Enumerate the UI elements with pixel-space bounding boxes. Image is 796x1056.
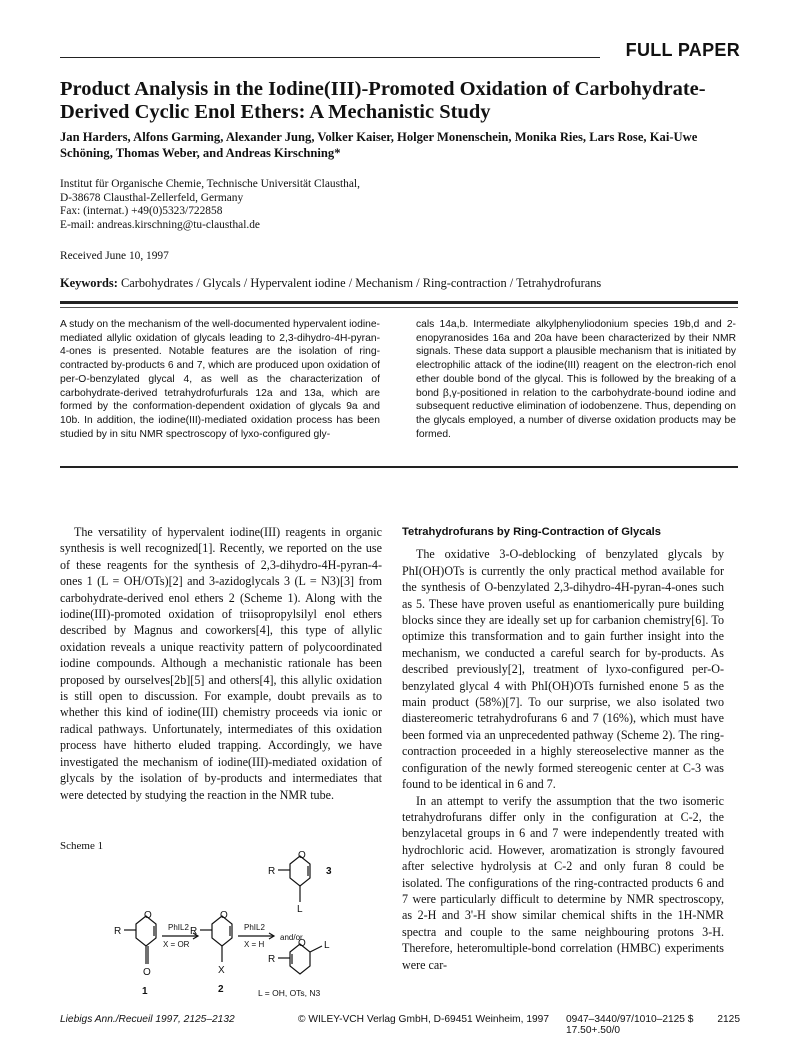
compound-2: 2	[218, 984, 224, 995]
body-paragraph: In an attempt to verify the assumption that the two isomeric tetrahydrofurans differ only in the configuration at C-2, the benzylacetal groups in 6 and 7 were independently treated with hydrochloric acid. However, aromatization is strongly favoured after selective hydrolysis at C-2 and only furan 8 could be isolated. The configurations of the ring-contracted products 6 and 7 were particularly difficult to determine by NMR spectroscopy, as 2-H and 3'-H show similar chemical shifts in the 1H-NMR spectra and couple to the same neighbouring protons 3-H. Therefore, heteromultiple-bond correlation (HMBC) experiments were car-	[402, 793, 724, 972]
compound-3: 3	[326, 866, 332, 877]
affiliation-line: Institut für Organische Chemie, Technische Universität Clausthal,	[60, 178, 360, 190]
and-or-label: and/or	[280, 933, 303, 942]
keywords	[60, 276, 760, 291]
page-number: 2125	[717, 1014, 740, 1025]
reagent-1-bottom: X = OR	[163, 940, 190, 949]
atom-l: L	[324, 940, 330, 951]
scheme-label: Scheme 1	[60, 840, 104, 852]
atom-o: O	[144, 910, 152, 921]
keywords-label: Keywords:	[60, 276, 118, 290]
body-right-column	[402, 524, 724, 973]
body-left-column	[60, 524, 382, 803]
paper-title: Product Analysis in the Iodine(III)-Promoted Oxidation of Carbohydrate-Derived Cyclic Enol Ethers: A Mechanistic Study	[60, 78, 706, 123]
abstract-thin-rule	[60, 307, 738, 308]
atom-o: O	[298, 850, 306, 861]
issn: 0947–3440/97/1010–2125 $ 17.50+.50/0	[566, 1014, 694, 1036]
header-rule	[60, 57, 600, 58]
atom-r: R	[268, 866, 276, 877]
body-paragraph: The oxidative 3-O-deblocking of benzylated glycals by PhI(OH)OTs is currently the only practical method available for the synthesis of O-benzylated 2,3-dihydro-4H-pyran-4-ones such as 5. These have proven useful as enantiomerically pure building blocks since they are ideally set up for carbanion chemistry[6]. To optimize this transformation and to gain further insight into the mechanism, we conducted a careful search for by-products. As described previously[2], treatment of lyxo-configured per-O-benzylated glycal 4 with PhI(OH)OTs furnished enone 5 as the main product (58%)[7]. To our surprise, we also isolated two diastereomeric tetrahydrofurans 6 and 7 (16%), which must have been formed via an unprecedented pathway (Scheme 2). The ring-contraction proceeded in a highly stereoselective manner as the configuration of the newly formed stereogenic center at C-3 was found to be identical in 6 and 7.	[402, 547, 724, 792]
atom-l: L	[297, 904, 303, 915]
reagent-2-top: PhIL2	[244, 923, 265, 932]
reagent-2-bottom: X = H	[244, 940, 265, 949]
affiliation-line: Fax: (internat.) +49(0)5323/722858	[60, 205, 223, 218]
journal-citation: Liebigs Ann./Recueil 1997, 2125–2132	[60, 1014, 235, 1025]
atom-o: O	[298, 938, 306, 949]
atom-r: R	[268, 954, 276, 965]
body-paragraph: The versatility of hypervalent iodine(III) reagents in organic synthesis is well recognized[1]. Recently, we reported on the use of these reagents for the synthesis of 2,3-dihydro-4H-pyran-4-ones 1 (L = OH/OTs)[2] and 3-azidoglycals 3 (L = N3)[3] from carbohydrate-derived enol ethers 2 (Scheme 1). Along with the iodine(III)-promoted oxidation of triisopropylsilyl enol ethers described by Magnus and coworkers[4], this type of allylic oxidation reveals a unique reactivity pattern of polycoordinated iodine compounds. Although a mechanistic rationale has been proposed by ourselves[2b][5] and others[4], this allylic oxidation is still open to discussion. For example, doubt prevails as to whether this kind of iodine(III) chemistry proceeds via ionic or radical pathways. Unfortunately, intermediates of this oxidation process have hitherto eluded trapping. Accordingly, we have investigated the mechanism of iodine(III)-mediated oxidation of glycals by the isolation of by-products and intermediates that were detected by studying the reaction in the NMR tube.	[60, 525, 382, 802]
scheme-1-figure	[100, 842, 390, 1002]
atom-o: O	[143, 967, 151, 978]
atom-o: O	[220, 910, 228, 921]
section-heading: Tetrahydrofurans by Ring-Contraction of Glycals	[402, 526, 661, 538]
email-link[interactable]: E-mail: andreas.kirschning@tu-clausthal.de	[60, 218, 260, 231]
received-date: Received June 10, 1997	[60, 250, 169, 262]
compound-1: 1	[142, 986, 148, 997]
abstract-bottom-rule	[60, 466, 738, 468]
atom-x: X	[218, 965, 225, 976]
copyright: © WILEY-VCH Verlag GmbH, D-69451 Weinheim, 1997	[298, 1014, 549, 1025]
abstract-left: A study on the mechanism of the well-documented hypervalent iodine-mediated allylic oxidation of glycals leading to 2,3-dihydro-4H-pyran-4-ones is presented. Notable features are the isolation of ring-contracted by-products 6 and 7, which are produced upon oxidation of per-O-benzylated glycal 4, as well as the characterization of carbohydrate-derived tetrahydrofurfurals 12a and 13a, which are formed by the conformation-dependent oxidation of glycals 9a and 10b. In addition, the iodine(III)-mediated oxidation process has been studied by in situ NMR spectroscopy of lyxo-configured gly-	[60, 319, 380, 440]
keywords-text: Carbohydrates / Glycals / Hypervalent iodine / Mechanism / Ring-contraction / Tetrahydrofurans	[120, 276, 602, 290]
atom-r: R	[114, 926, 122, 937]
affiliation	[60, 178, 560, 232]
scheme-legend: L = OH, OTs, N3	[258, 988, 321, 998]
atom-r: R	[190, 926, 198, 937]
abstract-right: cals 14a,b. Intermediate alkylphenyliodonium species 19b,d and 2-enopyranosides 16a and 20a have been characterized by their NMR signals. These data support a plausible mechanism that is initiated by electrophilic attack of the iodine(III) reagent on the electron-rich enol ether double bond of the glycal. This is followed by the breaking of a bond β,γ-positioned in relation to the carbohydrate-bound iodine and subsequent reductive elimination of iodobenzene. Thus, depending on the glycals employed, a number of diverse oxidation products may be formed.	[416, 319, 736, 440]
reagent-1-top: PhIL2	[168, 923, 189, 932]
section-label: FULL PAPER	[625, 40, 740, 60]
authors: Jan Harders, Alfons Garming, Alexander Jung, Volker Kaiser, Holger Monenschein, Monika Ries, Lars Rose, Kai-Uwe Schöning, Thomas Weber, and Andreas Kirschning*	[60, 130, 698, 160]
affiliation-line: D-38678 Clausthal-Zellerfeld, Germany	[60, 191, 244, 204]
abstract-top-rule	[60, 301, 738, 304]
